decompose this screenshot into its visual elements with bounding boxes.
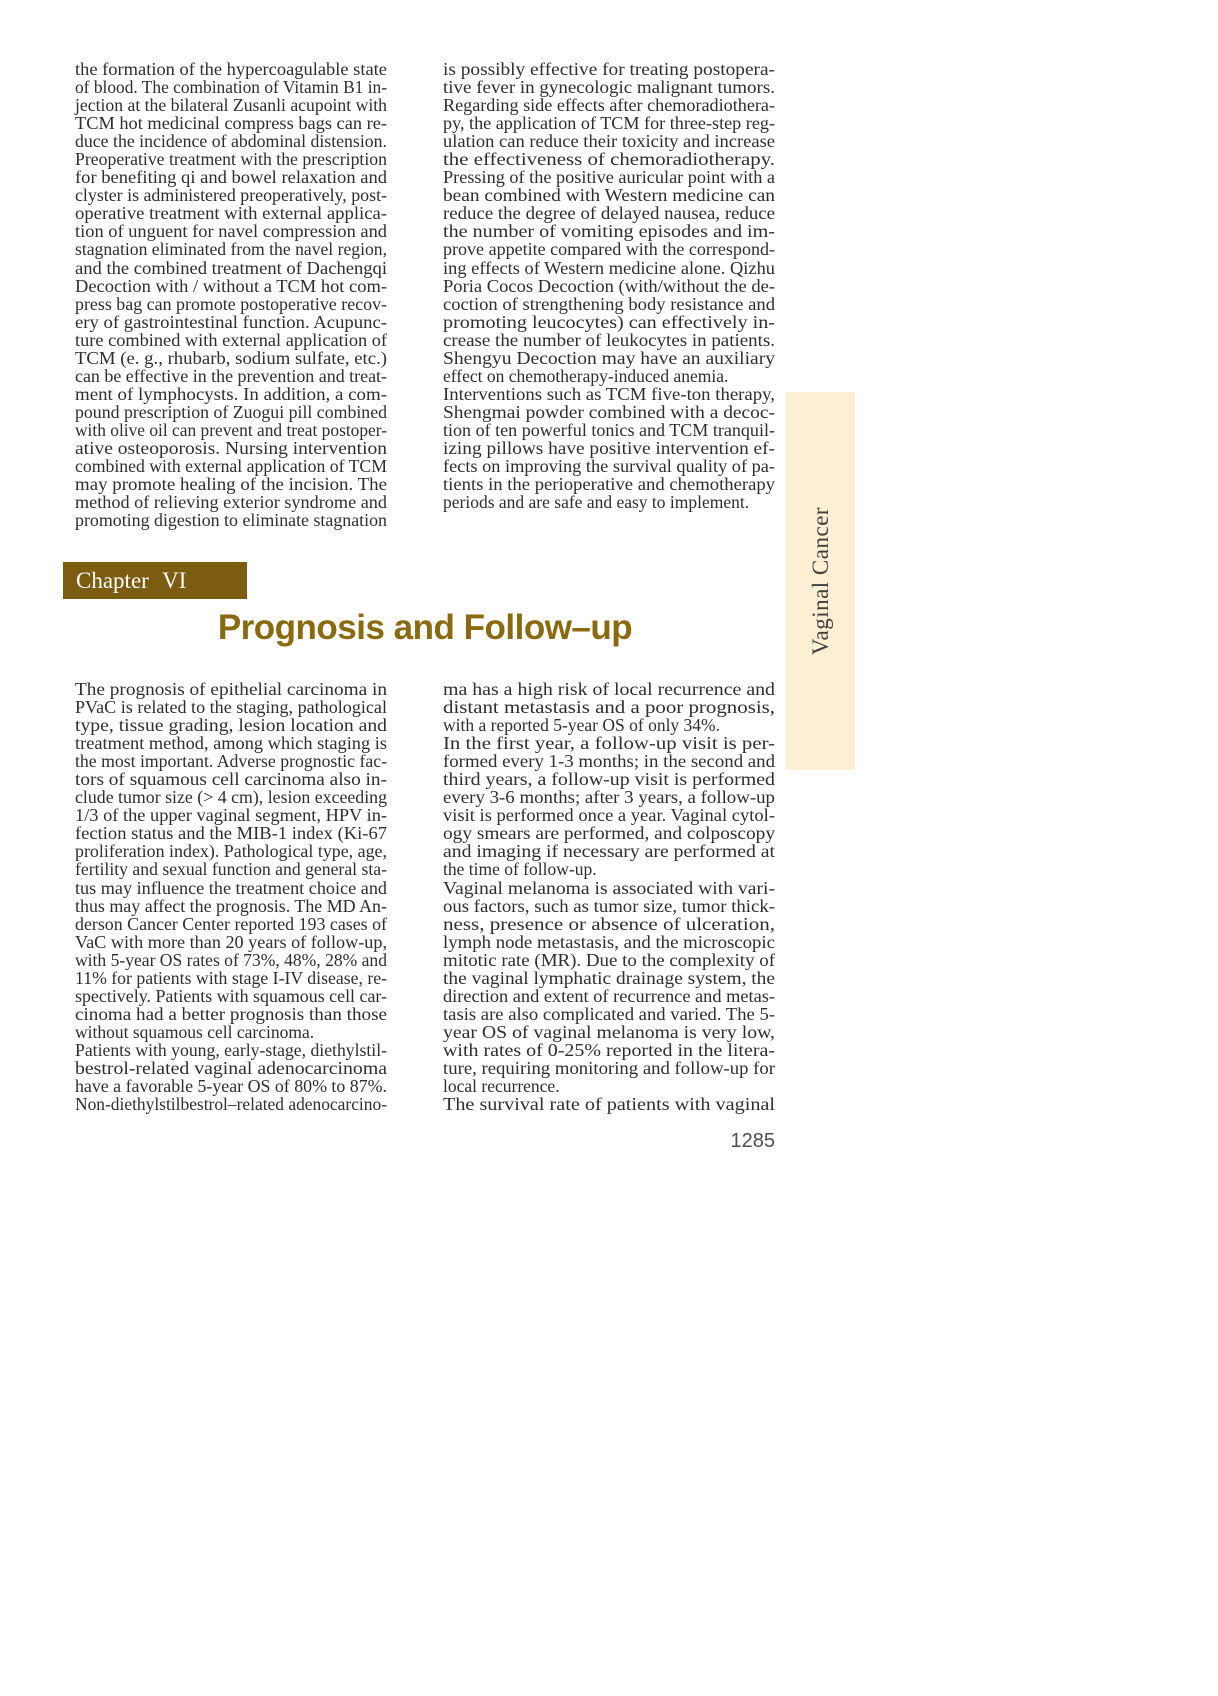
text-line: ative osteoporosis. Nursing intervention xyxy=(75,437,387,458)
text-line: with a reported 5-year OS of only 34%. xyxy=(443,715,721,736)
text-line: treatment method, among which staging is xyxy=(75,733,387,754)
paragraph-block xyxy=(443,734,775,878)
text-line: bean combined with Western medicine can xyxy=(443,185,775,206)
chapter-badge-label: Chapter VI xyxy=(76,568,187,593)
text-line: ous factors, such as tumor size, tumor thick- xyxy=(443,895,775,916)
text-line: with 5-year OS rates of 73%, 48%, 28% and xyxy=(75,949,387,970)
text-line: type, tissue grading, lesion location and xyxy=(75,715,387,736)
text-line: PVaC is related to the staging, pathological xyxy=(75,697,388,718)
sidebar-tab-vaginal-cancer xyxy=(786,392,855,770)
paragraph-block xyxy=(75,680,387,1041)
text-line: with olive oil can prevent and treat postoper- xyxy=(75,419,387,440)
text-line: and the combined treatment of Dachengqi xyxy=(75,257,387,278)
text-line: In the first year, a follow-up visit is per- xyxy=(443,733,775,754)
text-line: crease the number of leukocytes in patients. xyxy=(443,329,775,350)
text-line: Vaginal melanoma is associated with vari- xyxy=(443,877,775,898)
text-line: Pressing of the positive auricular point with a xyxy=(443,167,775,188)
text-line: lymph node metastasis, and the microscopic xyxy=(443,931,775,952)
text-line: proliferation index). Pathological type, age, xyxy=(75,841,387,862)
text-line: third years, a follow-up visit is performed xyxy=(443,769,775,790)
text-line: for benefiting qi and bowel relaxation and xyxy=(75,167,387,188)
text-line: ment of lymphocysts. In addition, a com- xyxy=(75,383,387,404)
text-line: fection status and the MIB-1 index (Ki-67 xyxy=(75,823,387,844)
text-line: without squamous cell carcinoma. xyxy=(75,1021,315,1042)
paragraph-block xyxy=(75,1041,387,1113)
text-line: may promote healing of the incision. The xyxy=(75,474,387,495)
text-line: method of relieving exterior syndrome and xyxy=(75,492,388,513)
text-line: TCM (e. g., rhubarb, sodium sulfate, etc.) xyxy=(75,347,387,368)
text-line: tion of unguent for navel compression and xyxy=(75,221,387,242)
text-line: cinoma had a better prognosis than those xyxy=(75,1003,387,1024)
text-line: ness, presence or absence of ulceration, xyxy=(443,913,775,934)
text-line: 11% for patients with stage I-IV disease, re- xyxy=(75,967,387,988)
text-line: promoting digestion to eliminate stagnation xyxy=(75,510,387,531)
text-line: VaC with more than 20 years of follow-up, xyxy=(75,931,387,952)
text-line: Shengyu Decoction may have an auxiliary xyxy=(443,347,775,368)
text-line: can be effective in the prevention and treat- xyxy=(75,365,387,386)
bottom-left-column xyxy=(75,680,387,1113)
text-line: tors of squamous cell carcinoma also in- xyxy=(75,769,387,790)
text-line: thus may affect the prognosis. The MD An- xyxy=(75,895,387,916)
top-right-column xyxy=(443,60,775,529)
text-line: effect on chemotherapy-induced anemia. xyxy=(443,365,729,386)
text-line: TCM hot medicinal compress bags can re- xyxy=(75,113,387,134)
text-line: tus may influence the treatment choice and xyxy=(75,877,387,898)
text-line: periods and are safe and easy to implement. xyxy=(443,492,750,513)
text-line: Preoperative treatment with the prescription xyxy=(75,149,387,170)
paragraph-block xyxy=(443,680,775,734)
text-line: the time of follow-up. xyxy=(443,859,597,880)
bottom-right-column xyxy=(443,680,775,1113)
text-line: and imaging if necessary are performed at xyxy=(443,841,775,862)
text-line: have a favorable 5-year OS of 80% to 87%. xyxy=(75,1076,388,1097)
text-line: The prognosis of epithelial carcinoma in xyxy=(75,679,387,699)
text-line: tients in the perioperative and chemotherapy xyxy=(443,474,775,495)
text-line: fects on improving the survival quality of pa- xyxy=(443,456,775,477)
text-line: izing pillows have positive intervention ef- xyxy=(443,437,775,458)
text-line: stagnation eliminated from the navel region, xyxy=(75,239,387,260)
bottom-text-section xyxy=(75,680,775,1113)
sidebar-tab-label: Vaginal Cancer xyxy=(807,506,833,656)
text-line: Poria Cocos Decoction (with/without the de- xyxy=(443,275,775,296)
paragraph-block xyxy=(443,60,775,385)
text-line: Interventions such as TCM five-ton therapy, xyxy=(443,383,775,404)
text-line: the number of vomiting episodes and im- xyxy=(443,221,775,242)
text-line: combined with external application of TCM xyxy=(75,456,387,477)
text-line: tive fever in gynecologic malignant tumors. xyxy=(443,77,775,98)
text-line: tasis are also complicated and varied. The 5- xyxy=(443,1003,775,1024)
text-line: spectively. Patients with squamous cell car- xyxy=(75,985,387,1006)
text-line: prove appetite compared with the correspond- xyxy=(443,239,775,260)
text-line: ulation can reduce their toxicity and increase xyxy=(443,131,775,152)
text-line: Shengmai powder combined with a decoc- xyxy=(443,401,775,422)
text-line: the effectiveness of chemoradiotherapy. xyxy=(443,149,775,170)
text-line: with rates of 0-25% reported in the litera- xyxy=(443,1039,775,1060)
text-line: is possibly effective for treating postopera- xyxy=(443,59,775,79)
text-line: ma has a high risk of local recurrence and xyxy=(443,679,775,699)
text-line: reduce the degree of delayed nausea, reduce xyxy=(443,203,775,224)
top-text-section xyxy=(75,60,775,529)
text-line: Decoction with / without a TCM hot com- xyxy=(75,275,387,296)
text-line: the formation of the hypercoagulable state xyxy=(75,59,387,79)
text-line: visit is performed once a year. Vaginal cytol- xyxy=(443,805,775,826)
text-line: ing effects of Western medicine alone. Qizhu xyxy=(443,257,775,278)
text-line: ture combined with external application of xyxy=(75,329,387,350)
text-line: the most important. Adverse prognostic fac- xyxy=(75,751,387,772)
chapter-badge xyxy=(63,562,247,599)
text-line: The survival rate of patients with vaginal xyxy=(443,1094,775,1115)
text-line: Non-diethylstilbestrol–related adenocarcino- xyxy=(75,1094,387,1115)
text-line: pound prescription of Zuogui pill combined xyxy=(75,401,387,422)
chapter-title: Prognosis and Follow–up xyxy=(217,608,633,647)
text-line: fertility and sexual function and general sta- xyxy=(75,859,387,880)
text-line: of blood. The combination of Vitamin B1 in- xyxy=(75,77,387,98)
text-line: derson Cancer Center reported 193 cases of xyxy=(75,913,387,934)
text-line: ture, requiring monitoring and follow-up for xyxy=(443,1057,775,1078)
text-line: bestrol-related vaginal adenocarcinoma xyxy=(75,1057,387,1078)
text-line: tion of ten powerful tonics and TCM tranquil- xyxy=(443,419,775,440)
text-line: py, the application of TCM for three-step reg- xyxy=(443,113,775,134)
text-line: distant metastasis and a poor prognosis, xyxy=(443,697,775,718)
text-line: operative treatment with external applica- xyxy=(75,203,387,224)
text-line: every 3-6 months; after 3 years, a follow-up xyxy=(443,787,775,808)
text-line: 1/3 of the upper vaginal segment, HPV in- xyxy=(75,805,387,826)
text-line: Regarding side effects after chemoradiothera- xyxy=(443,95,775,116)
text-line: mitotic rate (MR). Due to the complexity of xyxy=(443,949,775,970)
text-line: clude tumor size (> 4 cm), lesion exceeding xyxy=(75,787,388,808)
text-line: coction of strengthening body resistance and xyxy=(443,293,775,314)
text-line: the vaginal lymphatic drainage system, the xyxy=(443,967,775,988)
text-line: ogy smears are performed, and colposcopy xyxy=(443,823,775,844)
paragraph-block xyxy=(443,1095,775,1113)
text-line: Patients with young, early-stage, diethylstil- xyxy=(75,1039,387,1060)
text-line: formed every 1-3 months; in the second and xyxy=(443,751,775,772)
top-left-column xyxy=(75,60,387,529)
paragraph-block xyxy=(443,879,775,1096)
text-line: local recurrence. xyxy=(443,1076,560,1097)
text-line: direction and extent of recurrence and metas- xyxy=(443,985,775,1006)
page-number: 1285 xyxy=(730,1130,775,1152)
text-line: year OS of vaginal melanoma is very low, xyxy=(443,1021,775,1042)
text-line: clyster is administered preoperatively, post- xyxy=(75,185,387,206)
text-line: promoting leucocytes) can effectively in- xyxy=(443,311,775,332)
text-line: press bag can promote postoperative recov- xyxy=(75,293,387,314)
paragraph-block xyxy=(75,60,387,529)
text-line: ery of gastrointestinal function. Acupunc- xyxy=(75,311,387,332)
text-line: duce the incidence of abdominal distension. xyxy=(75,131,387,152)
paragraph-block xyxy=(443,385,775,511)
text-line: jection at the bilateral Zusanli acupoint with xyxy=(75,95,387,116)
